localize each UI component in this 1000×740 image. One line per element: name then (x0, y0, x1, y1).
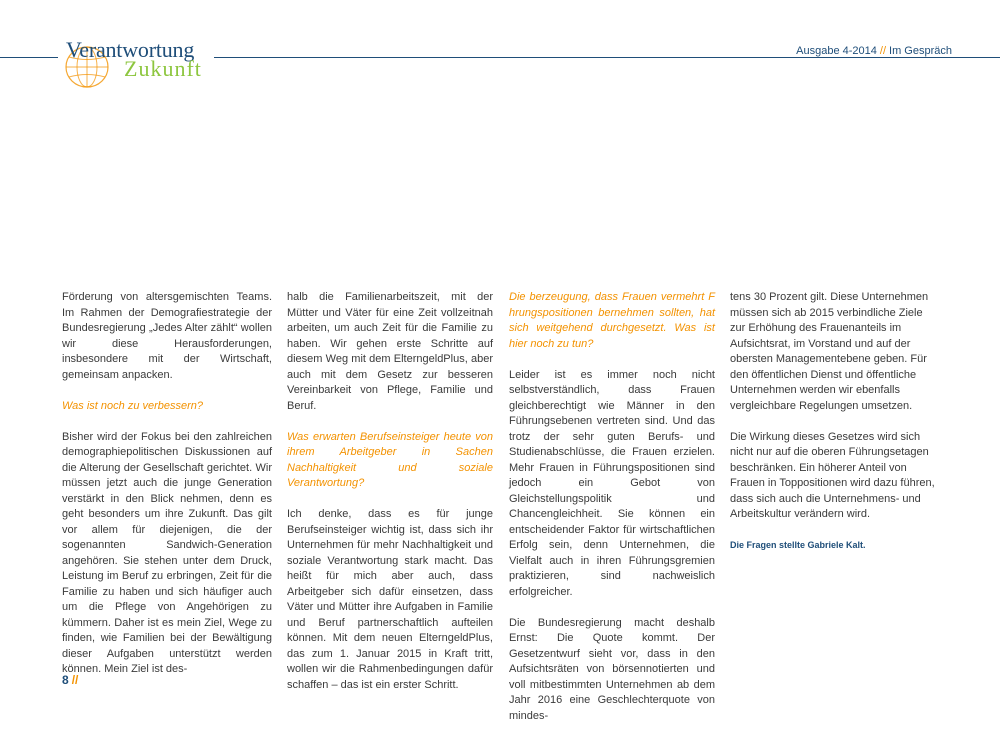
header-rule-left (0, 57, 58, 58)
body-paragraph: Ich denke, dass es für junge Berufseinsteiger wichtig ist, dass sich ihr Unternehmen für mehr Nachhaltigkeit und soziale Verantwortung stark macht. Das heißt für mich aber auch, dass Arbeitgeber sich dafür einsetzen, dass Väter und Mütter ihre Aufgaben in Familie und Beruf partnerschaftlich aufteilen können. Mit dem neuen ElterngeldPlus, das zum 1. Januar 2015 in Kraft tritt, wollen wir die Rahmenbedingungen dafür schaffen – das ist ein erster Schritt. (287, 508, 493, 691)
issue-separator: // (879, 45, 887, 57)
body-paragraph: Die Wirkung dieses Gesetzes wird sich nicht nur auf die oberen Führungsetagen beschränken. Ein höherer Anteil von Frauen in Toppositionen wird dazu führen, dass sich auch die Unternehmens- und Arbeitskultur verändern wird. (730, 430, 935, 520)
interview-question: Die berzeugung, dass Frauen vermehrt F hrungspositionen bernehmen sollten, hat sich weitgehend durchgesetzt. Was ist hier noch zu tun? (509, 291, 715, 350)
body-paragraph: halb die Familienarbeitszeit, mit der Mütter und Väter für eine Zeit vollzeitnah arbeiten, um auch Zeit für die Familie zu haben. Wir gehen erste Schritte auf diesem Weg mit dem ElterngeldPlus, aber auch mit dem Gesetz zur besseren Vereinbarkeit von Pflege, Familie und Beruf. (287, 291, 493, 412)
section-title: Im Gespräch (889, 45, 952, 57)
page-number (62, 673, 78, 687)
logo-word-zukunft: Zukunft (124, 56, 202, 81)
page-number-value: 8 (62, 673, 69, 687)
text-column-2 (287, 290, 493, 709)
logo (60, 36, 210, 86)
body-paragraph: tens 30 Prozent gilt. Diese Unternehmen müssen sich ab 2015 verbindliche Ziele zur Erhöhung des Frauenanteils im Aufsichtsrat, im Vorstand und auf der obersten Managementebene geben. Für den öffentlichen Dienst und öffentliche Unternehmen werden wir ebenfalls vergleichbare Regelungen umsetzen. (730, 291, 929, 412)
issue-label (796, 45, 952, 57)
interview-question: Was ist noch zu verbessern? (62, 399, 204, 412)
body-paragraph: Förderung von altersgemischten Teams. Im Rahmen der Demografiestrategie der Bundesregierung „Jedes Alter zählt“ wollen wir diese Herausforderungen, insbesondere mit der Wirtschaft, gemeinsam anpacken. (62, 291, 272, 381)
body-paragraph: Die Bundesregierung macht deshalb Ernst: Die Quote kommt. Der Gesetzentwurf sieht vor, dass in den Aufsichtsräten von börsennotierten und voll mitbestimmten Unternehmen ab dem Jahr 2016 eine Geschlechterquote von mindes- (509, 616, 715, 722)
interview-credit: Die Fragen stellte Gabriele Kalt. (730, 540, 866, 550)
logo-word-verantwortung: Verantwortung (66, 37, 195, 62)
text-column-1 (62, 290, 272, 693)
page-number-separator: // (71, 673, 79, 687)
text-column-4 (730, 290, 936, 569)
text-column-3 (509, 290, 715, 740)
body-paragraph: Bisher wird der Fokus bei den zahlreichen demographiepolitischen Diskussionen auf die Alterung der Gesellschaft gerichtet. Wir müssen jetzt auch die junge Generation verstärkt in den Blick nehmen, denn es geht besonders um ihre Zukunft. Das gilt vor allem für diejenigen, die der sogenannten Sandwich-Generation angehören. Sie stehen unter dem Druck, Leistung im Beruf zu erbringen, Zeit für die Familie zu haben und sich häufiger auch um die Pflege von Angehörigen zu kümmern. Daher ist es mein Ziel, Wege zu finden, wie Familien bei der Bewältigung dieser Aufgaben unterstützt werden können. Mein Ziel ist des- (62, 430, 272, 675)
body-paragraph: Leider ist es immer noch nicht selbstverständlich, dass Frauen gleichberechtigt wie Männer in den Führungsebenen vertreten sind. Und das trotz der sehr guten Berufs- und Studienabschlüsse, die Frauen erzielen. Mehr Frauen in Führungspositionen sind jedoch ein Gebot von Gleichstellungspolitik und Chancengleichheit. Sie können ein entscheidender Faktor für wirtschaftlichen Erfolg sein, denn Unternehmen, die Vielfalt auch in ihren Führungsgremien praktizieren, sind nachweislich erfolgreicher. (509, 368, 715, 598)
interview-question: Was erwarten Berufseinsteiger heute von ihrem Arbeitgeber in Sachen Nachhaltigkeit und soziale Verantwortung? (287, 430, 493, 489)
issue-number: Ausgabe 4-2014 (796, 45, 877, 57)
header-rule-right (214, 57, 1000, 58)
